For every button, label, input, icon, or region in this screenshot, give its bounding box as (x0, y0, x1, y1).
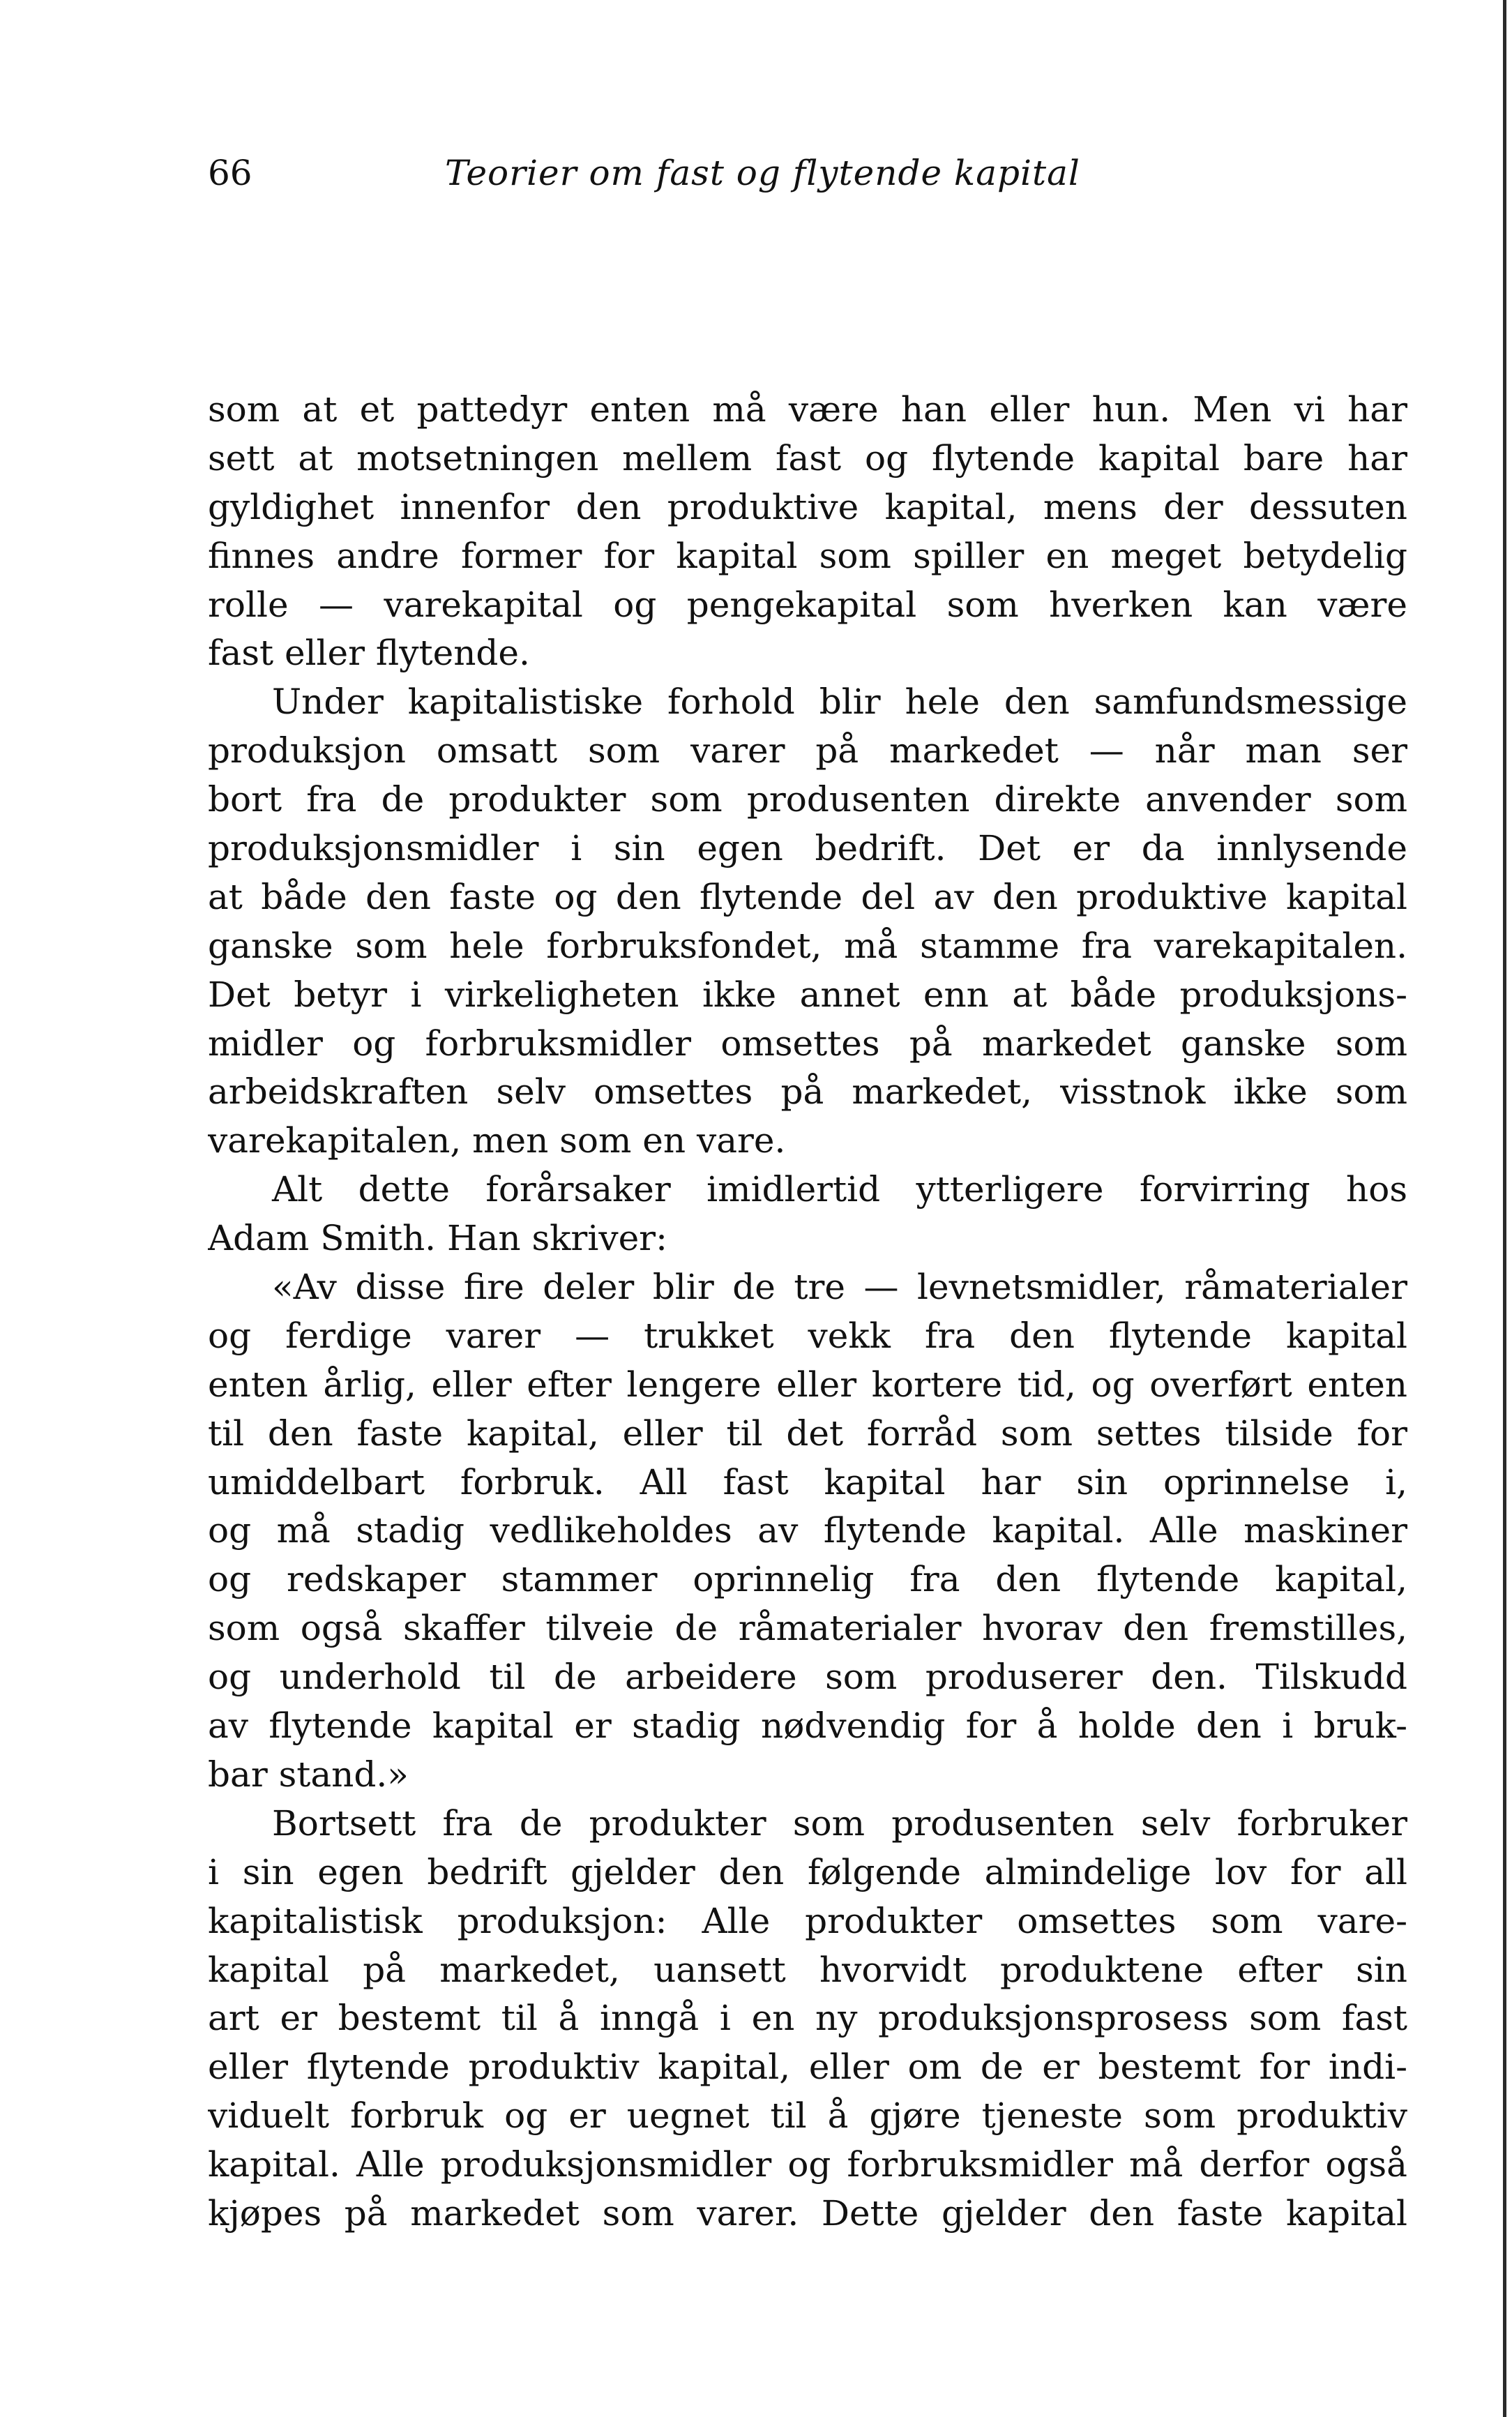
text-line: kjøpes på markedet som varer. Dette gjelder den faste kapital (208, 2192, 1407, 2234)
text-line: i sin egen bedrift gjelder den følgende almindelige lov for all (208, 1851, 1407, 1892)
page-edge-rule (1503, 0, 1506, 2417)
text-line: eller flytende produktiv kapital, eller om de er bestemt for indi- (208, 2047, 1407, 2088)
text-line: art er bestemt til å inngå i en ny produksjonsprosess som fast (208, 1998, 1407, 2039)
text-line: kapitalistisk produksjon: Alle produkter omsettes som vare- (208, 1900, 1407, 1941)
text-line: at både den faste og den flytende del av den produktive kapital (208, 876, 1407, 917)
text-line: midler og forbruksmidler omsettes på markedet ganske som (208, 1023, 1407, 1064)
book-page (208, 143, 1407, 2238)
text-line: sett at motsetningen mellem fast og flytende kapital bare har (208, 437, 1407, 479)
text-line: viduelt forbruk og er uegnet til å gjøre tjeneste som produktiv (208, 2095, 1407, 2137)
text-line: rolle — varekapital og pengekapital som hverken kan være (208, 584, 1407, 625)
text-line: arbeidskraften selv omsettes på markedet, visstnok ikke som (208, 1071, 1407, 1113)
text-line: Alt dette forårsaker imidlertid ytterligere forvirring hos (272, 1169, 1407, 1210)
text-line: til den faste kapital, eller til det forråd som settes tilside for (208, 1413, 1407, 1454)
text-line: gyldighet innenfor den produktive kapital, mens der dessuten (208, 486, 1407, 527)
running-title: Teorier om fast og flytende kapital (445, 153, 1080, 193)
text-line: som også skaffer tilveie de råmaterialer hvorav den fremstilles, (208, 1608, 1407, 1649)
text-line: Det betyr i virkeligheten ikke annet enn at både produksjons- (208, 974, 1407, 1015)
text-line: og ferdige varer — trukket vekk fra den flytende kapital (208, 1315, 1407, 1356)
text-line: finnes andre former for kapital som spiller en meget betydelig (208, 535, 1407, 576)
text-line: umiddelbart forbruk. All fast kapital har sin oprinnelse i, (208, 1461, 1407, 1503)
text-line: «Av disse fire deler blir de tre — levnetsmidler, råmaterialer (272, 1267, 1407, 1308)
text-line: produksjonsmidler i sin egen bedrift. Det er da innlysende (208, 828, 1407, 869)
text-line: kapital. Alle produksjonsmidler og forbruksmidler må derfor også (208, 2144, 1407, 2185)
text-line: og må stadig vedlikeholdes av flytende kapital. Alle maskiner (208, 1510, 1407, 1551)
text-line: ganske som hele forbruksfondet, må stamme fra varekapitalen. (208, 925, 1407, 966)
page-header (208, 143, 1407, 206)
text-line: Bortsett fra de produkter som produsenten selv forbruker (272, 1802, 1407, 1844)
text-line: Under kapitalistiske forhold blir hele den samfundsmessige (272, 682, 1407, 723)
body-text (208, 386, 1407, 2238)
text-line: bar stand.» (208, 1754, 409, 1795)
text-line: Adam Smith. Han skriver: (208, 1218, 667, 1259)
text-line: varekapitalen, men som en vare. (208, 1120, 786, 1161)
text-line: kapital på markedet, uansett hvorvidt produktene efter sin (208, 1949, 1407, 1990)
text-line: og underhold til de arbeidere som produserer den. Tilskudd (208, 1657, 1407, 1698)
text-line: bort fra de produkter som produsenten direkte anvender som (208, 779, 1407, 820)
text-line: produksjon omsatt som varer på markedet — når man ser (208, 730, 1407, 771)
text-line: enten årlig, eller efter lengere eller kortere tid, og overført enten (208, 1364, 1407, 1405)
text-line: og redskaper stammer oprinnelig fra den flytende kapital, (208, 1559, 1407, 1600)
text-line: fast eller flytende. (208, 633, 530, 674)
text-line: av flytende kapital er stadig nødvendig for å holde den i bruk- (208, 1706, 1407, 1747)
page-number: 66 (208, 153, 252, 193)
text-line: som at et pattedyr enten må være han eller hun. Men vi har (208, 389, 1407, 430)
